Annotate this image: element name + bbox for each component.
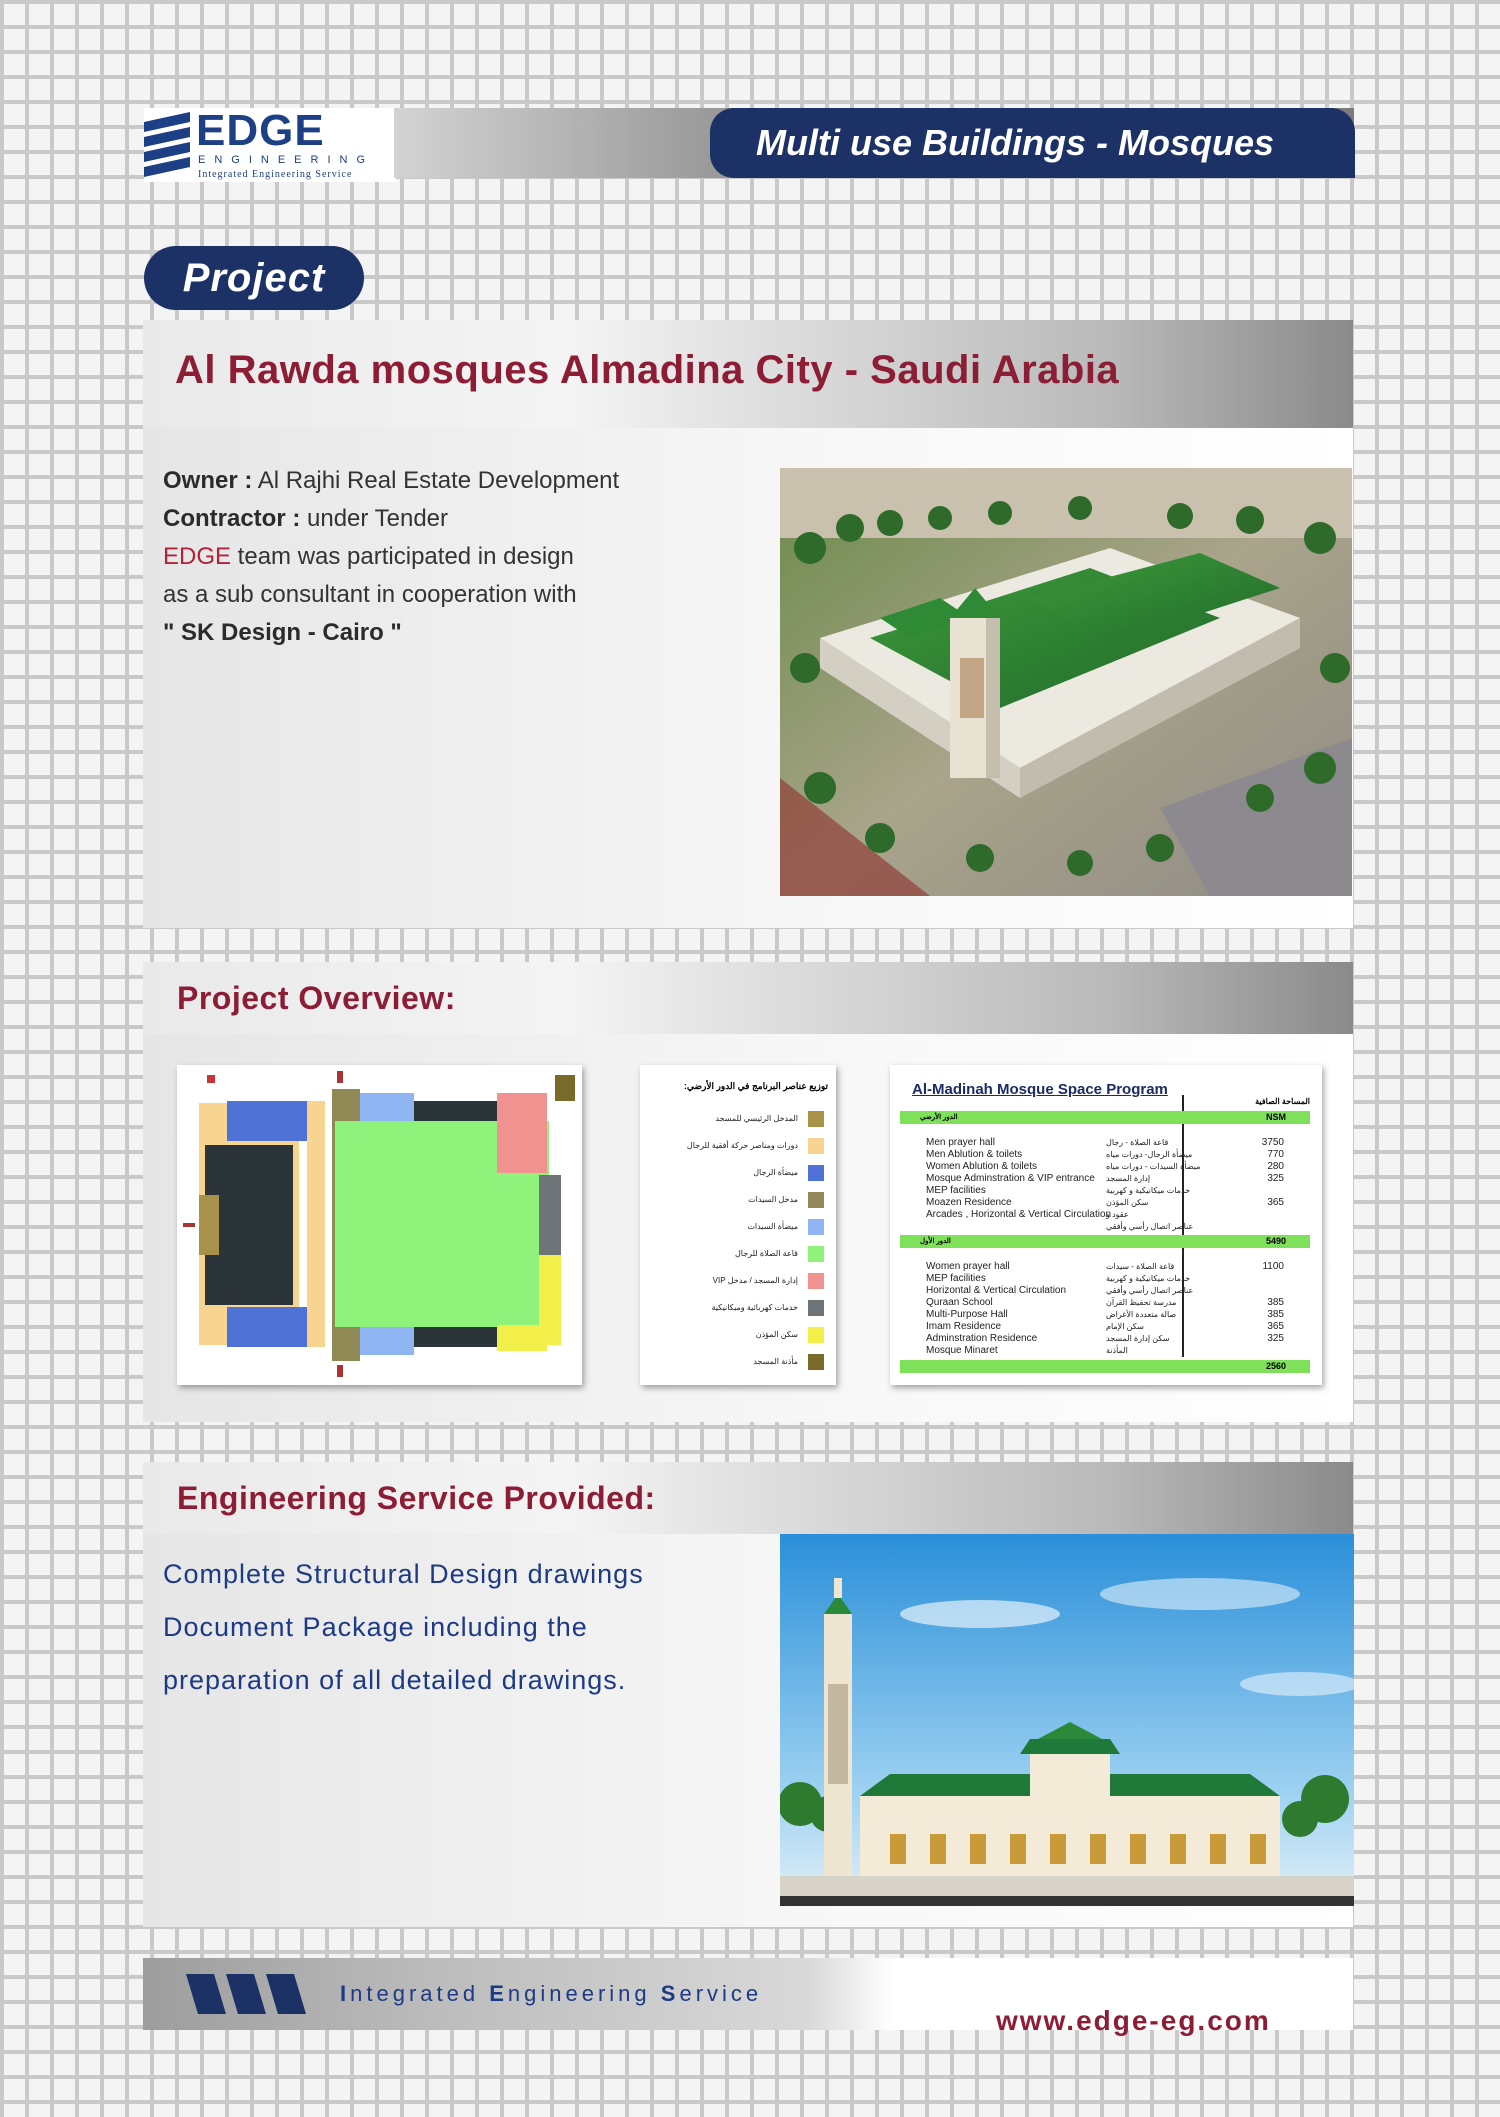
logo-stripes-icon <box>144 112 190 178</box>
logo-wordmark: EDGE <box>196 106 325 155</box>
legend-item <box>652 1111 824 1127</box>
tag-letter-s: S <box>660 1981 680 2006</box>
item-value: 3750 <box>1261 1137 1284 1148</box>
owner-value: Al Rajhi Real Estate Development <box>252 467 620 494</box>
contractor-label: Contractor : <box>163 505 301 532</box>
program-item <box>926 1297 1310 1309</box>
program-title: Al-Madinah Mosque Space Program <box>912 1081 1168 1098</box>
description-line-2: as a sub consultant in cooperation with <box>163 581 577 608</box>
first-floor-label: الدور الأول <box>920 1238 951 1245</box>
aerial-rendering-image <box>780 468 1352 896</box>
legend-label: ميضأة السيدات <box>747 1222 798 1231</box>
legend-item <box>652 1273 824 1289</box>
program-legend <box>640 1065 836 1385</box>
footer-logo-mark-icon <box>186 1974 306 2014</box>
overview-title: Project Overview: <box>177 980 456 1016</box>
logo-subtitle: ENGINEERING <box>198 154 375 166</box>
item-ar: إدارة المسجد <box>1106 1174 1151 1183</box>
legend-label: مدخل السيدات <box>748 1195 798 1204</box>
item-en: MEP facilities <box>926 1273 986 1284</box>
item-value: 385 <box>1267 1297 1284 1308</box>
edge-logo <box>144 108 396 182</box>
services-line-2: Document Package including the <box>163 1612 588 1642</box>
legend-swatch <box>808 1273 824 1289</box>
program-item <box>926 1221 1310 1233</box>
description-line-1-rest: team was participated in design <box>231 543 574 570</box>
item-ar: سكن إدارة المسجد <box>1106 1334 1170 1343</box>
services-description <box>163 1548 723 1707</box>
program-item <box>926 1161 1310 1173</box>
program-header-ar: المساحة الصافية <box>1255 1097 1310 1106</box>
tag-word-2: ngineering <box>507 1981 661 2006</box>
item-value: 1100 <box>1262 1261 1284 1272</box>
program-item <box>926 1137 1310 1149</box>
ground-floor-row <box>900 1111 1310 1124</box>
item-value: 365 <box>1267 1321 1284 1332</box>
description-line-1 <box>163 538 683 576</box>
item-en: Women Ablution & toilets <box>926 1161 1037 1172</box>
item-en: Arcades , Horizontal & Vertical Circulation <box>926 1209 1112 1220</box>
project-title-band <box>143 320 1353 428</box>
legend-label: المدخل الرئيسي للمسجد <box>715 1114 798 1123</box>
first-floor-total: 2560 <box>1265 1361 1286 1371</box>
legend-item <box>652 1138 824 1154</box>
legend-label: قاعة الصلاة للرجال <box>734 1249 798 1258</box>
item-ar: مدرسة تحفيظ القرآن <box>1106 1298 1177 1307</box>
services-line-1: Complete Structural Design drawings <box>163 1559 644 1589</box>
legend-swatch <box>808 1327 824 1343</box>
item-en: Multi-Purpose Hall <box>926 1309 1008 1320</box>
item-ar: المأذنة <box>1106 1346 1128 1355</box>
contractor-line <box>163 500 683 538</box>
legend-swatch <box>808 1192 824 1208</box>
legend-item <box>652 1192 824 1208</box>
legend-label: ميضأة الرجال <box>753 1168 798 1177</box>
item-value: 280 <box>1267 1161 1284 1172</box>
legend-swatch <box>808 1165 824 1181</box>
item-en: Horizontal & Vertical Circulation <box>926 1285 1067 1296</box>
tag-word-1: ntegrated <box>350 1981 490 2006</box>
facade-rendering-image <box>780 1534 1354 1906</box>
legend-swatch <box>808 1219 824 1235</box>
item-en: MEP facilities <box>926 1185 986 1196</box>
tag-letter-e: E <box>489 1981 508 2006</box>
legend-swatch <box>808 1111 824 1127</box>
item-ar: خدمات ميكانيكية و كهربية <box>1106 1274 1191 1283</box>
legend-item <box>652 1327 824 1343</box>
website-link[interactable]: www.edge-eg.com <box>996 2005 1271 2036</box>
program-item <box>926 1185 1310 1197</box>
legend-heading: توزيع عناصر البرنامج في الدور الأرضي: <box>683 1081 828 1091</box>
owner-line <box>163 462 683 500</box>
item-ar: عقود و <box>1106 1210 1129 1219</box>
item-ar: ميضأة السيدات - دورات مياه <box>1106 1162 1201 1171</box>
contractor-value: under Tender <box>300 505 449 532</box>
tag-letter-i: I <box>340 1981 351 2006</box>
section-title: Multi use Buildings - Mosques <box>710 108 1355 178</box>
services-line-3: preparation of all detailed drawings. <box>163 1665 627 1695</box>
item-ar: ميضأة الرجال- دورات مياه <box>1106 1150 1193 1159</box>
item-en: Men prayer hall <box>926 1137 995 1148</box>
program-item <box>926 1333 1310 1345</box>
project-title: Al Rawda mosques Almadina City - Saudi Arabia <box>175 348 1120 392</box>
legend-swatch <box>808 1138 824 1154</box>
legend-swatch <box>808 1354 824 1370</box>
item-ar: سكن الإمام <box>1106 1322 1144 1331</box>
program-item <box>926 1173 1310 1185</box>
item-en: Adminstration Residence <box>926 1333 1038 1344</box>
project-info <box>163 462 683 652</box>
legend-label: خدمات كهربائية وميكانيكية <box>711 1303 798 1312</box>
item-ar: سكن المؤذن <box>1106 1198 1149 1207</box>
program-item <box>926 1209 1310 1221</box>
edge-word: EDGE <box>163 543 232 570</box>
item-en: Quraan School <box>926 1297 993 1308</box>
program-item <box>926 1285 1310 1297</box>
legend-swatch <box>808 1300 824 1316</box>
item-en: Mosque Minaret <box>926 1345 998 1356</box>
services-title-band <box>143 1462 1353 1534</box>
legend-label: سكن المؤذن <box>755 1330 798 1339</box>
legend-label: دورات ومناصر حركة أفقية للرجال <box>686 1141 798 1150</box>
legend-item <box>652 1219 824 1235</box>
item-en: Moazen Residence <box>926 1197 1012 1208</box>
item-ar: قاعة الصلاة - رجال <box>1106 1138 1169 1147</box>
item-en: Men Ablution & toilets <box>926 1149 1023 1160</box>
program-item <box>926 1321 1310 1333</box>
floor-plan-drawing <box>177 1065 582 1385</box>
consultant-text: " SK Design - Cairo " <box>163 619 402 646</box>
logo-tagline: Integrated Engineering Service <box>198 169 353 180</box>
first-floor-row <box>900 1235 1310 1248</box>
program-item <box>926 1273 1310 1285</box>
item-ar: قاعة الصلاة - سيدات <box>1106 1262 1175 1271</box>
item-ar: عناصر اتصال رأسي وأفقي <box>1106 1286 1194 1295</box>
tag-word-3: ervice <box>679 1981 763 2006</box>
overview-title-band <box>143 962 1353 1034</box>
item-ar: خدمات ميكانيكية و كهربية <box>1106 1186 1191 1195</box>
program-item <box>926 1345 1310 1357</box>
legend-item <box>652 1300 824 1316</box>
item-value: 325 <box>1267 1173 1284 1184</box>
legend-item <box>652 1165 824 1181</box>
item-en: Imam Residence <box>926 1321 1002 1332</box>
legend-swatch <box>808 1246 824 1262</box>
program-item <box>926 1197 1310 1209</box>
legend-label: مأذنة المسجد <box>753 1357 798 1366</box>
program-item <box>926 1261 1310 1273</box>
item-value: 365 <box>1267 1197 1284 1208</box>
item-value: 770 <box>1267 1149 1284 1160</box>
footer-tagline <box>340 1980 762 2008</box>
legend-item <box>652 1246 824 1262</box>
space-program-table <box>890 1065 1322 1385</box>
item-en: Women prayer hall <box>926 1261 1010 1272</box>
legend-item <box>652 1354 824 1370</box>
owner-label: Owner : <box>163 467 253 494</box>
item-value: 385 <box>1267 1309 1284 1320</box>
legend-label: إدارة المسجد / مدخل VIP <box>712 1276 798 1285</box>
item-value: 325 <box>1267 1333 1284 1344</box>
ground-floor-label: الدور الأرضي <box>920 1114 958 1121</box>
program-item <box>926 1149 1310 1161</box>
total-row <box>900 1360 1310 1373</box>
ground-floor-unit: NSM <box>1266 1112 1286 1122</box>
ground-floor-total: 5490 <box>1265 1236 1286 1246</box>
consultant-name <box>163 614 683 652</box>
services-title: Engineering Service Provided: <box>177 1480 656 1516</box>
item-en: Mosque Adminstration & VIP entrance <box>926 1173 1095 1184</box>
project-label: Project <box>144 246 364 310</box>
item-ar: عناصر اتصال رأسي وأفقي <box>1106 1222 1194 1231</box>
program-item <box>926 1309 1310 1321</box>
item-ar: صالة متعددة الأغراض <box>1106 1310 1177 1319</box>
